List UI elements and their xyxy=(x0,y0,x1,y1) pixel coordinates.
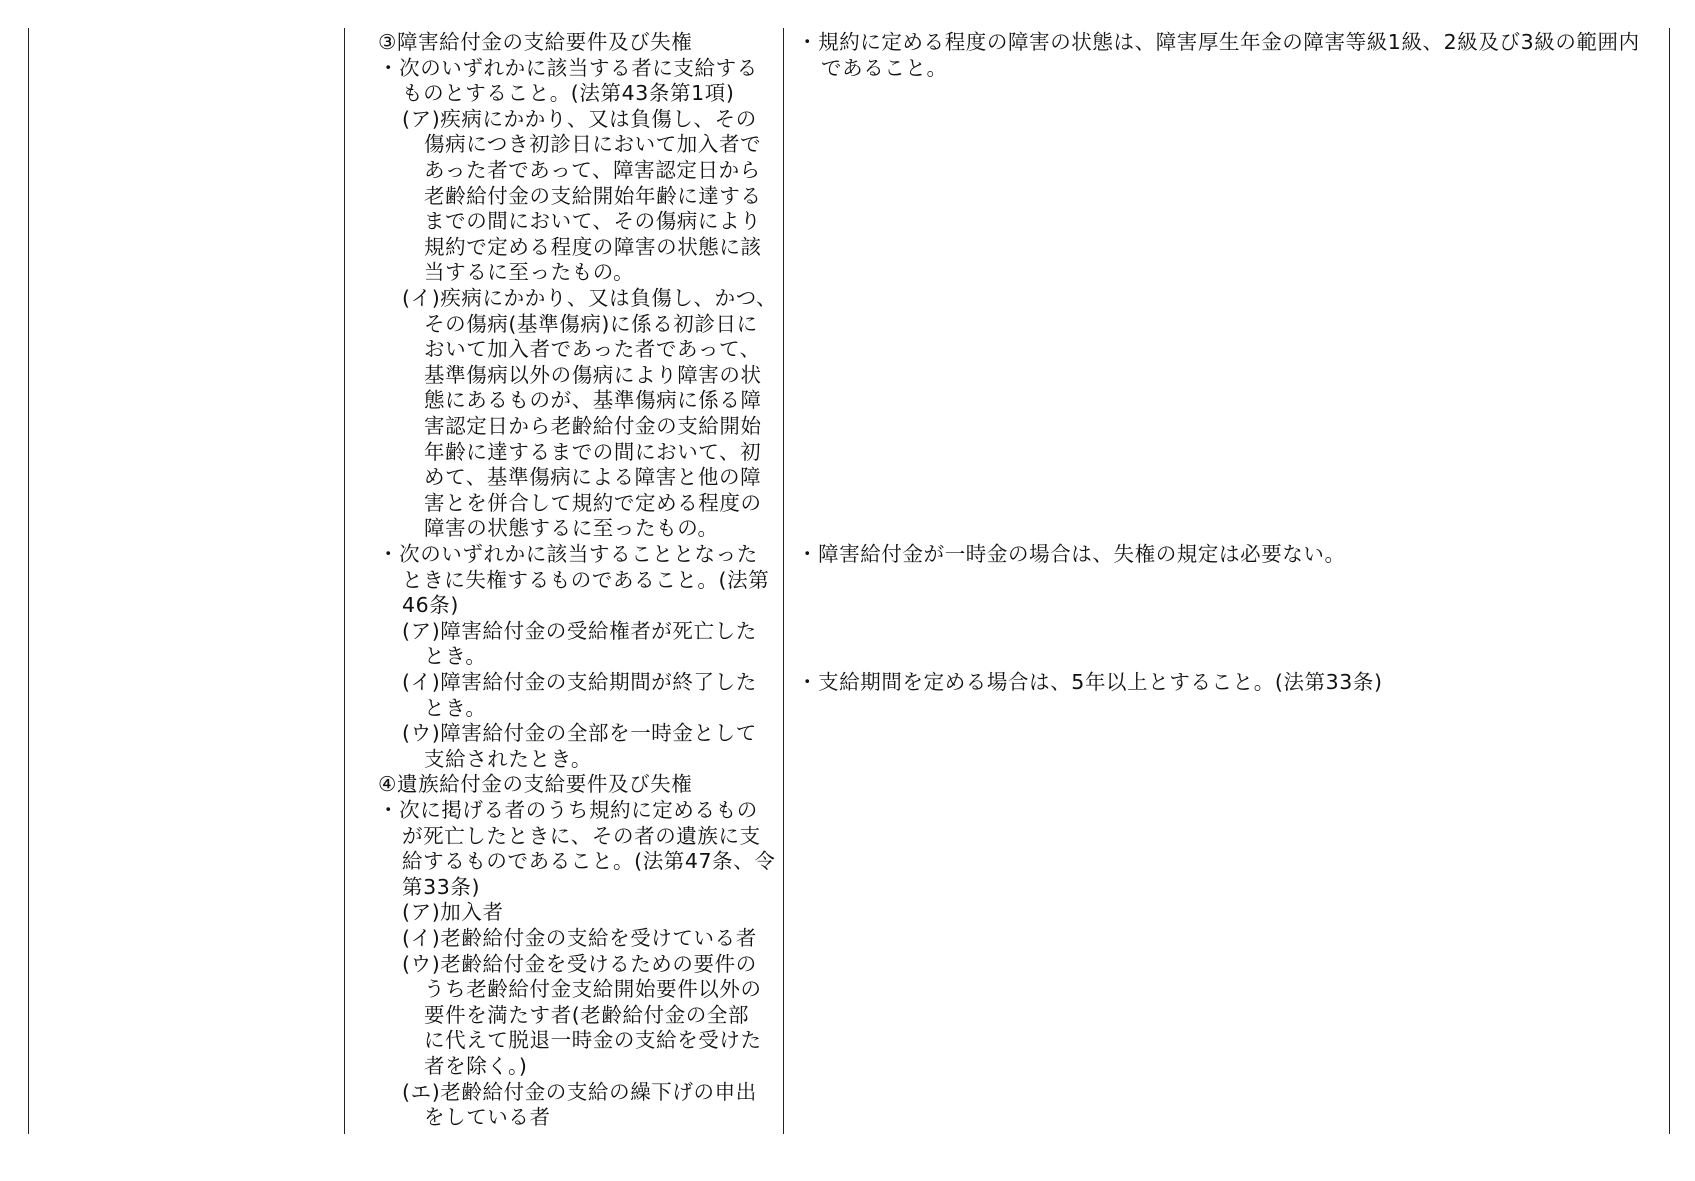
requirement-line: ・次のいずれかに該当することとなった xyxy=(378,542,758,566)
requirement-line: までの間において、その傷病により xyxy=(424,209,762,234)
table-divider-1 xyxy=(344,28,345,1134)
requirement-line: (ア)障害給付金の受給権者が死亡した xyxy=(402,618,757,643)
requirement-line: 態にあるものが、基準傷病に係る障 xyxy=(424,388,762,413)
requirement-line: 老齢給付金の支給開始年齢に達する xyxy=(424,183,762,208)
requirement-line: 支給されたとき。 xyxy=(424,746,592,771)
requirement-line: ・次に掲げる者のうち規約に定めるもの xyxy=(378,798,758,822)
requirement-line: 給するものであること。(法第47条、令 xyxy=(402,849,776,874)
requirement-line: (エ)老齢給付金の支給の繰下げの申出 xyxy=(402,1079,757,1104)
note-line: ・規約に定める程度の障害の状態は、障害厚生年金の障害等級1級、2級及び3級の範囲内 xyxy=(797,30,1640,54)
requirement-line: その傷病(基準傷病)に係る初診日に xyxy=(424,311,758,336)
requirement-line: あった者であって、障害認定日から xyxy=(424,158,761,182)
requirement-line: ③障害給付金の支給要件及び失権 xyxy=(378,30,693,54)
requirement-line: 傷病につき初診日において加入者で xyxy=(424,132,762,157)
requirement-line: 年齢に達するまでの間において、初 xyxy=(424,439,762,464)
requirement-line: (イ)老齢給付金の支給を受けている者 xyxy=(402,926,757,950)
requirement-line: (ウ)老齢給付金を受けるための要件の xyxy=(402,951,757,976)
requirement-line: (ア)加入者 xyxy=(402,900,504,925)
requirement-line: に代えて脱退一時金の支給を受けた xyxy=(424,1028,762,1053)
requirement-line: (ア)疾病にかかり、又は負傷し、その xyxy=(402,106,757,131)
requirement-line: 46条) xyxy=(402,593,459,618)
table-border-right xyxy=(1669,28,1670,1134)
requirement-line: めて、基準傷病による障害と他の障 xyxy=(424,465,762,490)
requirement-line: ④遺族給付金の支給要件及び失権 xyxy=(378,772,693,797)
requirement-line: とき。 xyxy=(424,695,487,720)
requirement-line: 要件を満たす者(老齢給付金の全部 xyxy=(424,1002,750,1027)
note-line: ・支給期間を定める場合は、5年以上とすること。(法第33条) xyxy=(797,670,1383,694)
table-divider-2 xyxy=(783,28,784,1134)
requirement-line: ときに失権するものであること。(法第 xyxy=(402,567,770,592)
requirement-line: 障害の状態するに至ったもの。 xyxy=(424,516,719,541)
requirement-line: ・次のいずれかに該当する者に支給する xyxy=(378,55,758,80)
requirement-line: ものとすること。(法第43条第1項) xyxy=(402,81,735,106)
requirement-line: とき。 xyxy=(424,644,487,669)
requirement-line: おいて加入者であった者であって、 xyxy=(424,337,761,362)
requirement-line: 第33条) xyxy=(402,874,481,899)
requirement-line: 害認定日から老齢給付金の支給開始 xyxy=(424,414,762,438)
requirement-line: 害とを併合して規約で定める程度の xyxy=(424,490,762,515)
table-border-left xyxy=(28,28,29,1134)
requirement-line: をしている者 xyxy=(424,1105,551,1130)
requirement-line: 当するに至ったもの。 xyxy=(424,260,635,285)
requirement-line: 基準傷病以外の傷病により障害の状 xyxy=(424,362,762,387)
requirement-line: が死亡したときに、その者の遺族に支 xyxy=(402,823,761,848)
requirement-line: うち老齢給付金支給開始要件以外の xyxy=(424,977,762,1002)
note-line: であること。 xyxy=(821,55,948,80)
requirement-line: (イ)疾病にかかり、又は負傷し、かつ、 xyxy=(402,286,778,310)
note-line: ・障害給付金が一時金の場合は、失権の規定は必要ない。 xyxy=(797,542,1346,566)
requirement-line: 者を除く。) xyxy=(424,1054,528,1078)
requirement-line: (イ)障害給付金の支給期間が終了した xyxy=(402,670,757,694)
requirement-line: 規約で定める程度の障害の状態に該 xyxy=(424,234,762,259)
requirement-line: (ウ)障害給付金の全部を一時金として xyxy=(402,721,757,746)
